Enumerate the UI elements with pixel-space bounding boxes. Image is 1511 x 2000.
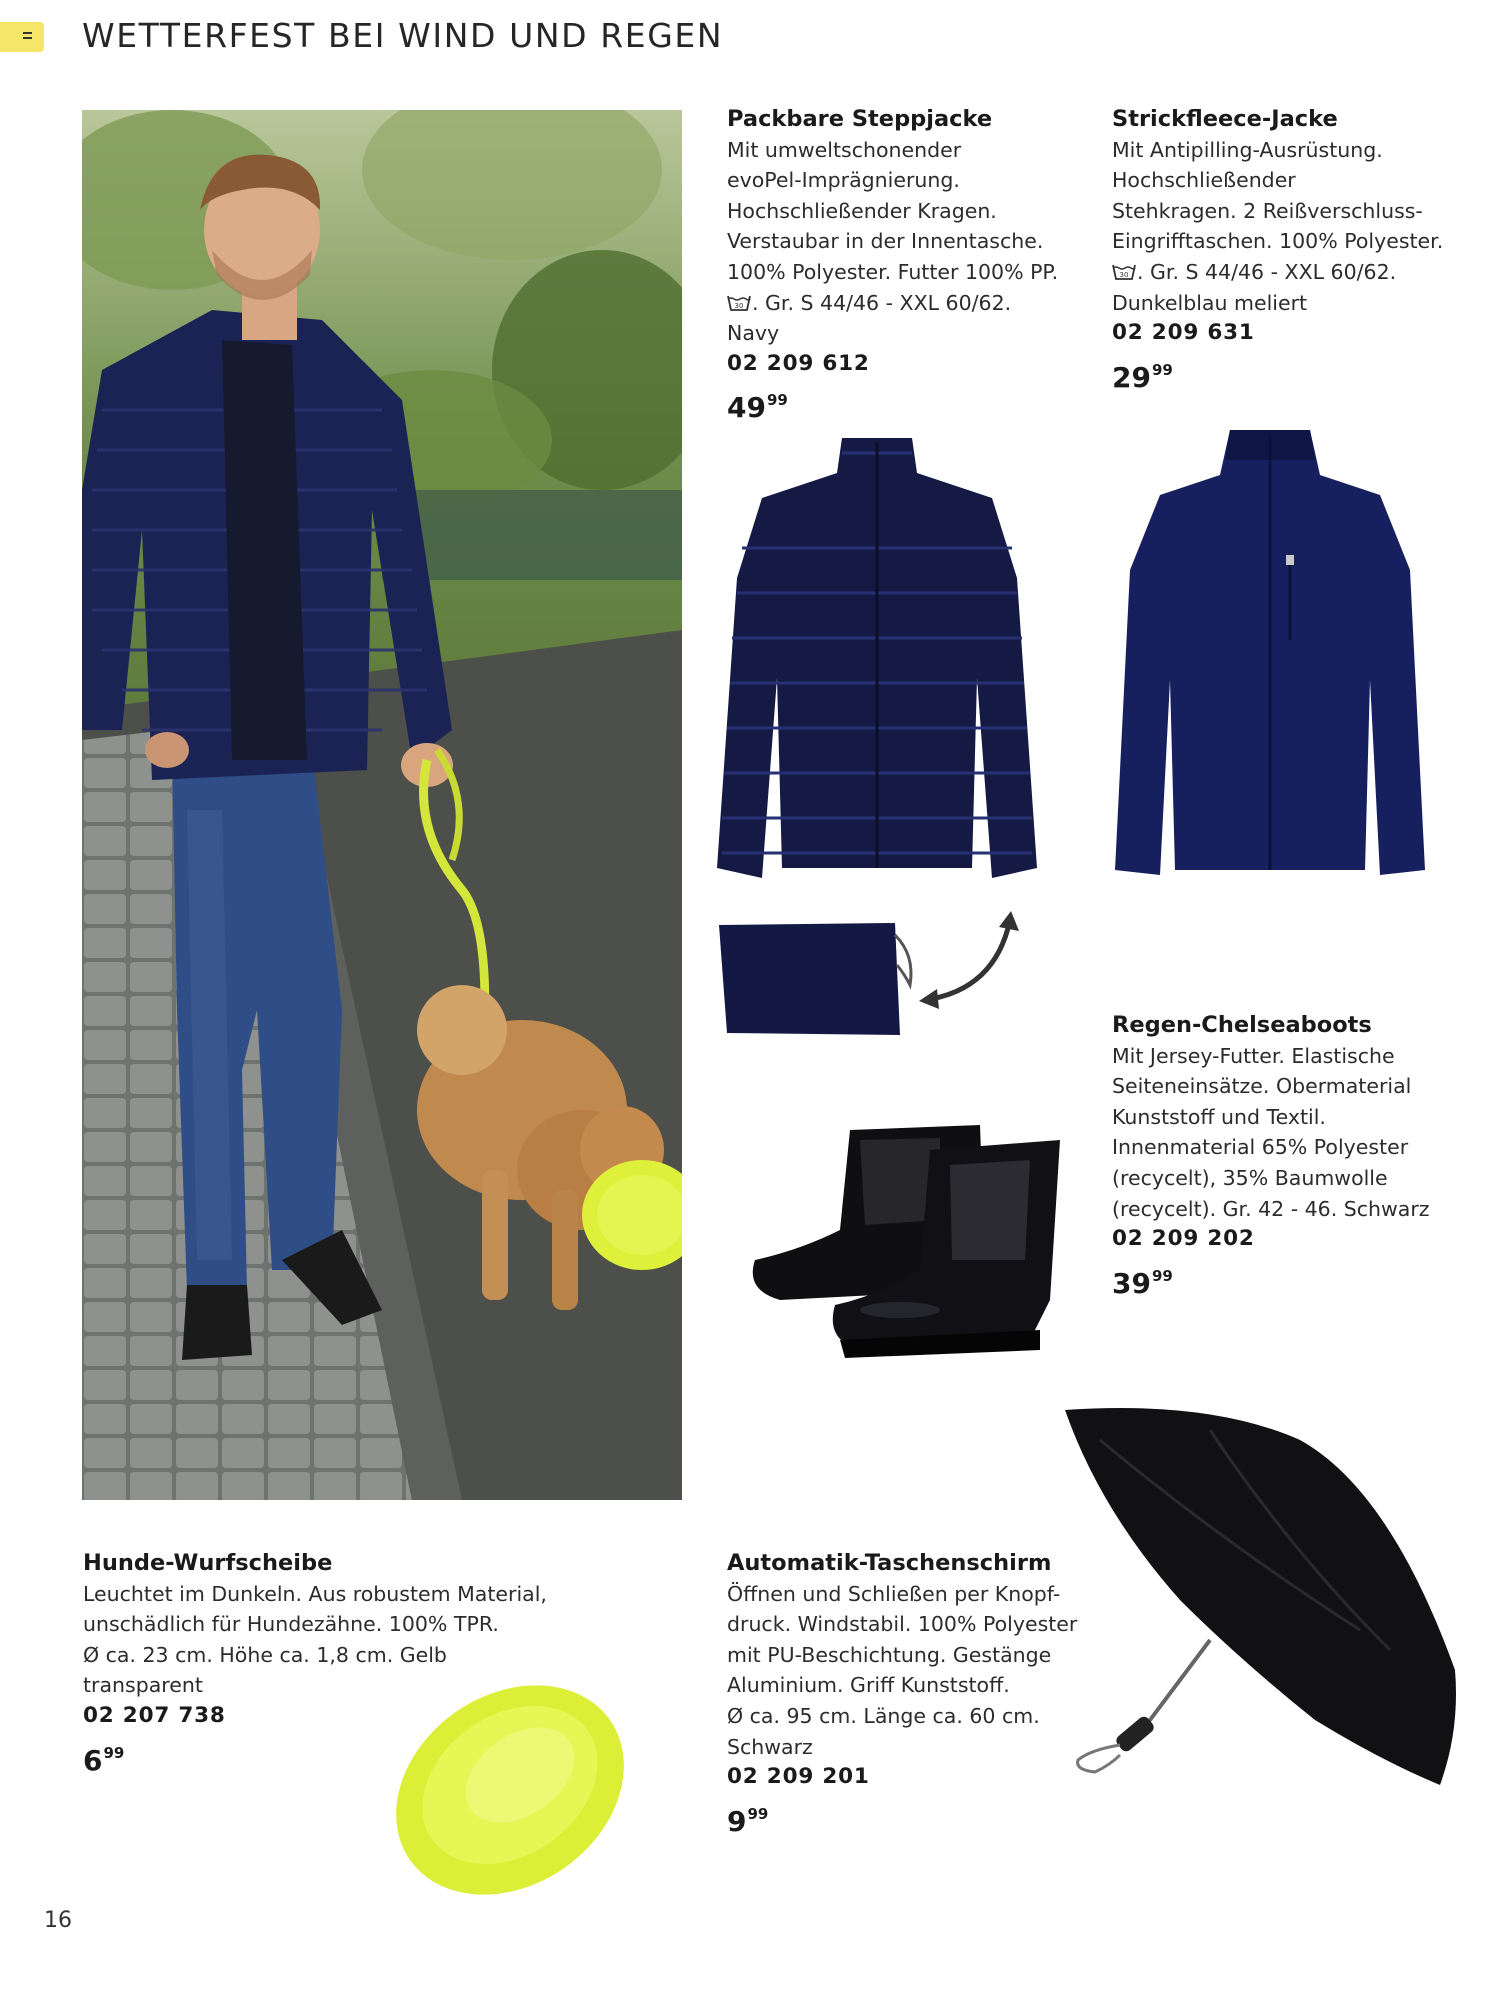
strickfleece-image — [1110, 420, 1430, 880]
price — [1112, 1259, 1430, 1301]
price — [727, 383, 1058, 425]
article-number: 02 209 612 — [727, 350, 870, 376]
product-name: Hunde-Wurfscheibe — [83, 1550, 333, 1576]
frisbee-image — [385, 1670, 640, 1910]
product-name: Packbare Steppjacke — [727, 106, 993, 132]
price-cents: 99 — [1151, 360, 1173, 379]
wash-symbol-icon — [1112, 263, 1136, 281]
product-chelseaboots — [1112, 1010, 1430, 1301]
wash-symbol-icon — [727, 294, 751, 312]
price-cents: 99 — [766, 391, 788, 410]
product-description: Mit Jersey-Futter. Elastische Seiteneinsätze. Obermaterial Kunststoff und Textil. Innenmaterial 65% Polyester (recycelt), 35% Baumwolle (recycelt). Gr. 42 - 46. Schwarz — [1112, 1043, 1430, 1221]
swap-arrow-icon — [915, 905, 1025, 1015]
product-description: Öffnen und Schließen per Knopf- druck. Windstabil. 100% Polyester mit PU-Beschichtung. Gestänge Aluminium. Griff Kunststoff. Ø ca. 95 cm. Länge ca. 60 cm. Schwarz — [727, 1581, 1078, 1759]
price-main: 49 — [727, 391, 766, 425]
price-main: 9 — [727, 1804, 747, 1838]
product-name: Automatik-Taschenschirm — [727, 1550, 1052, 1576]
product-steppjacke — [727, 104, 1058, 425]
page-title: WETTERFEST BEI WIND UND REGEN — [82, 16, 724, 55]
price-cents: 99 — [1151, 1266, 1173, 1285]
packed-pouch-image — [715, 905, 925, 1045]
product-size-color: . Gr. S 44/46 - XXL 60/62. Dunkelblau meliert — [1112, 259, 1397, 315]
product-description: Mit umweltschonender evoPel-Imprägnierung. Hochschließender Kragen. Verstaubar in der Innentasche. 100% Polyester. Futter 100% PP. — [727, 137, 1059, 284]
price — [727, 1797, 1077, 1839]
price-main: 29 — [1112, 360, 1151, 394]
menu-line — [23, 32, 32, 34]
svg-text:30: 30 — [1119, 270, 1129, 279]
price-main: 6 — [83, 1743, 103, 1777]
product-name: Regen-Chelseaboots — [1112, 1012, 1372, 1038]
price-main: 39 — [1112, 1266, 1151, 1300]
price — [1112, 353, 1443, 395]
product-strickfleece — [1112, 104, 1443, 395]
product-description-line — [727, 288, 1058, 349]
steppjacke-image — [712, 428, 1042, 888]
product-description-line — [1112, 257, 1443, 318]
article-number: 02 207 738 — [83, 1702, 226, 1728]
article-number: 02 209 201 — [727, 1764, 870, 1790]
product-description: Leuchtet im Dunkeln. Aus robustem Material, unschädlich für Hundezähne. 100% TPR. Ø ca. 23 cm. Höhe ca. 1,8 cm. Gelb transparent — [83, 1581, 547, 1698]
product-name: Strickfleece-Jacke — [1112, 106, 1338, 132]
menu-line — [23, 37, 32, 39]
product-size-color: . Gr. S 44/46 - XXL 60/62. Navy — [727, 290, 1012, 346]
price-cents: 99 — [103, 1743, 125, 1762]
menu-icon[interactable] — [0, 22, 44, 52]
product-description: Mit Antipilling-Ausrüstung. Hochschließender Stehkragen. 2 Reißverschluss- Eingrifftaschen. 100% Polyester. — [1112, 137, 1444, 254]
page-number: 16 — [44, 1908, 72, 1933]
article-number: 02 209 631 — [1112, 320, 1255, 346]
price-cents: 99 — [747, 1804, 769, 1823]
product-taschenschirm — [727, 1548, 1077, 1839]
umbrella-image — [1060, 1400, 1470, 1820]
article-number: 02 209 202 — [1112, 1226, 1255, 1252]
lifestyle-photo — [82, 110, 682, 1500]
chelseaboots-image — [740, 1110, 1070, 1360]
svg-text:30: 30 — [734, 301, 744, 310]
